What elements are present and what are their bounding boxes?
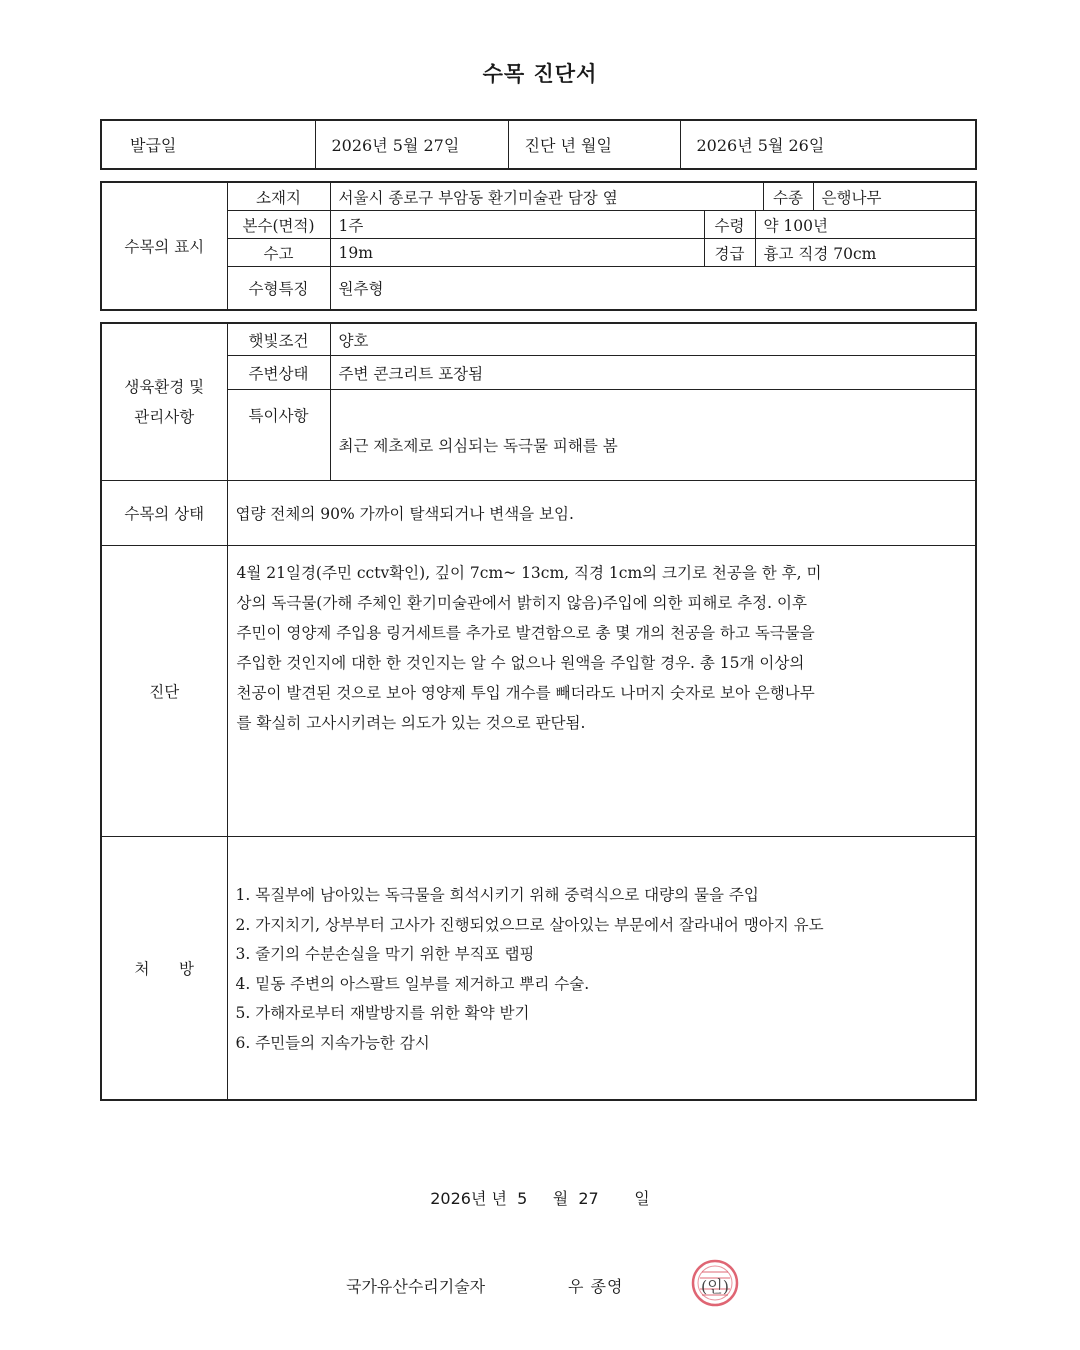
issue-date-label: 발급일 [101,120,315,169]
notes-value: 최근 제초제로 의심되는 독극물 피해를 봄 [330,390,976,481]
tree-section-label: 수목의 표시 [101,182,227,310]
signer-name: 우 종영 [568,1277,624,1296]
issue-date-table [100,119,977,170]
form-value: 원추형 [330,267,976,311]
diag-date-value: 2026년 5월 26일 [680,120,976,169]
diag-date-label: 진단 년 월일 [508,120,680,169]
issue-date-value: 2026년 5월 27일 [315,120,508,169]
location-value: 서울시 종로구 부암동 환기미술관 담장 옆 [330,182,763,211]
diameter-label: 경급 [704,239,755,267]
location-label: 소재지 [227,182,330,211]
height-label: 수고 [227,239,330,267]
species-value: 은행나무 [813,182,976,211]
environment-section-label [101,323,227,481]
sunlight-value: 양호 [330,323,976,356]
sunlight-label: 햇빛조건 [227,323,330,356]
surroundings-value: 주변 콘크리트 포장됨 [330,356,976,390]
signer-title: 국가유산수리기술자 [346,1277,486,1296]
diagnosis-line: 주민이 영양제 주입용 링거세트를 추가로 발견함으로 총 몇 개의 천공을 하고 독극물을 [236,624,815,642]
diagnosis-line: 주입한 것인지에 대한 한 것인지는 알 수 없으나 원액을 주입할 경우. 총 15개 이상의 [236,654,805,672]
issue-footer-date: 2026년 년 5 월 27 일 [430,1189,650,1208]
diagnosis-line: 상의 독극물(가해 주체인 환기미술관에서 밝히지 않음)주입에 의한 피해로 추정. 이후 [236,594,807,612]
prescription-item: 2. 가지치기, 상부부터 고사가 진행되었으므로 살아있는 부문에서 잘라내어 맹아지 유도 [235,915,824,934]
diagnosis-line: 천공이 발견된 것으로 보아 영양제 투입 개수를 빼더라도 나머지 숫자로 보아 은행나무 [236,684,815,702]
environment-label-line-2: 관리사항 [134,408,195,426]
document-title: 수목 진단서 [482,62,598,86]
status-value: 엽량 전체의 90% 가까이 탈색되거나 변색을 보임. [227,481,976,546]
surroundings-label: 주변상태 [227,356,330,390]
age-label: 수령 [704,211,755,239]
diagnosis-line: 를 확실히 고사시키려는 의도가 있는 것으로 판단됨. [236,714,586,732]
prescription-list [227,837,976,1101]
count-value: 1주 [330,211,704,239]
status-label: 수목의 상태 [101,481,227,546]
tree-info-table [100,181,977,311]
diagnosis-text [227,546,976,837]
environment-label-line-1: 생육환경 및 [124,378,205,396]
seal-text: (인) [701,1277,729,1296]
diameter-value: 흉고 직경 70cm [755,239,976,267]
prescription-item: 3. 줄기의 수분손실을 막기 위한 부직포 랩핑 [235,945,535,963]
form-label: 수형특징 [227,267,330,311]
diagnosis-line: 4월 21일경(주민 cctv확인), 깊이 7cm~ 13cm, 직경 1cm의 크기로 천공을 한 후, 미 [236,564,822,582]
notes-label: 특이사항 [227,390,330,481]
count-label: 본수(면적) [227,211,330,239]
species-label: 수종 [763,182,813,211]
diagnosis-label: 진단 [101,546,227,837]
prescription-item: 1. 목질부에 남아있는 독극물을 희석시키기 위해 중력식으로 대량의 물을 주입 [235,886,759,904]
prescription-item: 6. 주민들의 지속가능한 감시 [235,1033,430,1052]
prescription-item: 4. 밑동 주변의 아스팔트 일부를 제거하고 뿌리 수술. [235,974,590,993]
age-value: 약 100년 [755,211,976,239]
height-value: 19m [330,239,704,267]
prescription-label: 처 방 [101,837,227,1101]
prescription-item: 5. 가해자로부터 재발방지를 위한 확약 받기 [235,1004,530,1022]
diagnosis-table [100,322,977,1101]
